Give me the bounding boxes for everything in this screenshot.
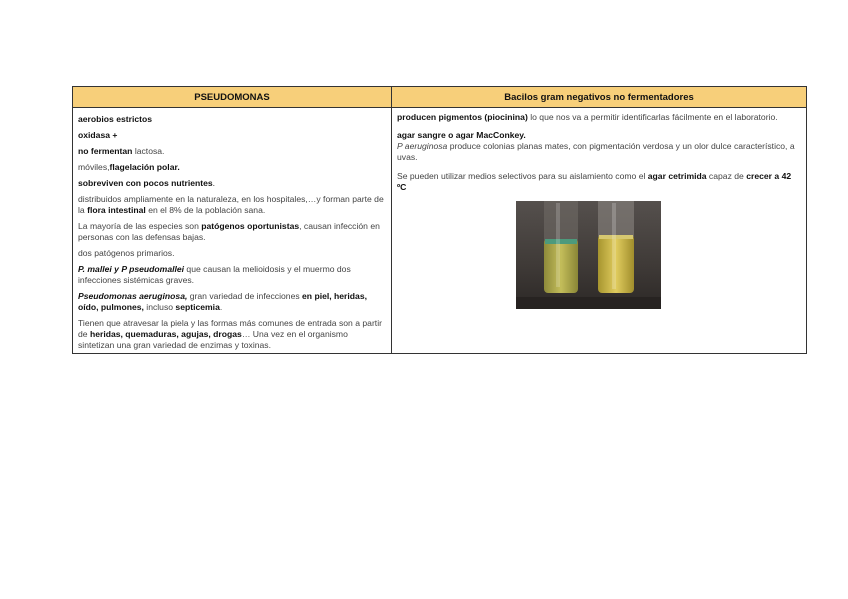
tube-right (598, 201, 634, 293)
line-aerobios: aerobios estrictos (78, 114, 153, 124)
line-agar: agar sangre o agar MacConkey. (397, 130, 526, 140)
header-row (73, 87, 807, 108)
right-cell (392, 108, 807, 354)
line-colonias: P aeruginosa produce colonias planas mates, con pigmentación verdosa y un olor dulce característico, a uvas. (397, 141, 795, 162)
line-mallei: P. mallei y P pseudomallei que causan la melioidosis y el muermo dos infecciones sistémicas graves. (78, 264, 351, 285)
line-fermentan: no fermentan lactosa. (78, 146, 165, 156)
photo-background (516, 201, 661, 309)
line-distribuidos: distribuidos ampliamente en la naturaleza, en los hospitales,…y forman parte de la flora intestinal en el 8% de la población sana. (78, 194, 384, 215)
header-bacilos: Bacilos gram negativos no fermentadores (392, 87, 807, 108)
line-moviles: móviles,flagelación polar. (78, 162, 180, 172)
line-nutrientes: sobreviven con pocos nutrientes. (78, 178, 216, 188)
header-pseudomonas: PSEUDOMONAS (73, 87, 392, 108)
line-primarios: dos patógenos primarios. (78, 248, 175, 258)
line-oportunistas: La mayoría de las especies son patógenos oportunistas, causan infección en personas con las defensas bajas. (78, 221, 380, 242)
line-cetrimida: Se pueden utilizar medios selectivos para su aislamiento como el agar cetrimida capaz de crecer a 42 ºC (397, 171, 792, 192)
line-pigmentos: producen pigmentos (piocinina) lo que nos va a permitir identificarlas fácilmente en el laboratorio. (397, 112, 778, 122)
content-row (73, 108, 807, 354)
info-table (72, 86, 807, 354)
line-oxidasa: oxidasa + (78, 130, 118, 140)
tube-left (544, 201, 578, 293)
line-entrada: Tienen que atravesar la piela y las formas más comunes de entrada son a partir de heridas, quemaduras, agujas, drogas… Una vez en el organismo sintetizan una gran variedad de enzimas y toxinas. (78, 318, 382, 350)
left-cell (73, 108, 392, 354)
culture-tubes-photo (516, 201, 661, 309)
line-aeruginosa: Pseudomonas aeruginosa, gran variedad de infecciones en piel, heridas, oído, pulmones, incluso septicemia. (78, 291, 367, 312)
